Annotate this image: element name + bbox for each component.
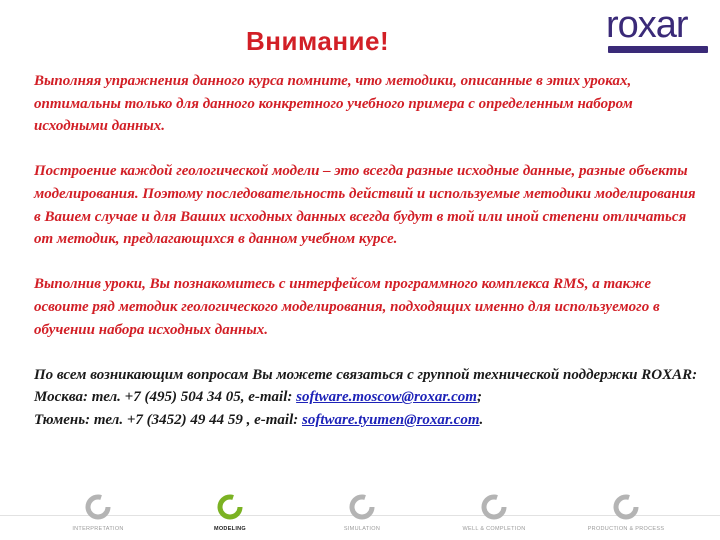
paragraph-contact-intro: По всем возникающим вопросам Вы можете связаться с группой технической поддержки ROXAR: xyxy=(34,366,698,383)
logo-wordmark: roxar xyxy=(606,4,688,46)
nav-label: MODELING xyxy=(213,526,247,532)
page-title: Внимание! xyxy=(246,26,390,56)
paragraph-lesson-outcome: Выполнив уроки, Вы познакомитесь с интерфейсом программного комплекса RMS, а также освоите ряд методик геологического моделирования, подходящих именно для используемого в обучении набора исходных данных. xyxy=(34,276,660,338)
moscow-email-link[interactable]: software.moscow@roxar.com xyxy=(296,389,477,406)
moscow-phone-text: Москва: тел. +7 (495) 504 34 05, e-mail: xyxy=(34,389,297,406)
nav-item-production-process[interactable] xyxy=(576,492,676,532)
paragraph-course-note: Выполняя упражнения данного курса помните, что методики, описанные в этих уроках, оптимальны только для данного конкретного учебного примера с определенным набором исходными данных. xyxy=(34,73,633,135)
nav-label: WELL & COMPLETION xyxy=(462,526,526,532)
production-process-cycle-icon xyxy=(611,492,641,522)
paragraph-model-note: Построение каждой геологической модели – это всегда разные исходные данные, разные объекты моделирования. Поэтому последовательность действий и используемые методики моделирования в Вашем случае и для Ваших исходных данных всегда будут в той или иной степени отличаться от методик, предлагающихся в данном учебном курсе. xyxy=(34,163,696,248)
nav-item-well-completion[interactable] xyxy=(444,492,544,532)
roxar-logo xyxy=(606,4,710,52)
nav-item-interpretation[interactable] xyxy=(48,492,148,532)
tyumen-email-link[interactable]: software.tyumen@roxar.com xyxy=(302,411,480,428)
nav-label: SIMULATION xyxy=(343,526,381,532)
tyumen-suffix: . xyxy=(479,411,484,428)
modeling-cycle-icon xyxy=(215,492,245,522)
nav-item-simulation[interactable] xyxy=(312,492,412,532)
simulation-cycle-icon xyxy=(347,492,377,522)
footer-workflow-nav xyxy=(48,492,708,540)
main-content xyxy=(34,70,698,432)
well-completion-cycle-icon xyxy=(479,492,509,522)
nav-item-modeling[interactable] xyxy=(180,492,280,532)
tyumen-phone-text: Тюмень: тел. +7 (3452) 49 44 59 , e-mail: xyxy=(34,411,303,428)
nav-label: INTERPRETATION xyxy=(72,526,124,532)
interpretation-cycle-icon xyxy=(83,492,113,522)
moscow-suffix: ; xyxy=(476,389,482,406)
contact-moscow xyxy=(34,386,698,409)
nav-label: PRODUCTION & PROCESS xyxy=(587,526,665,532)
contact-tyumen xyxy=(34,409,698,432)
logo-tagline-bar xyxy=(608,46,708,53)
